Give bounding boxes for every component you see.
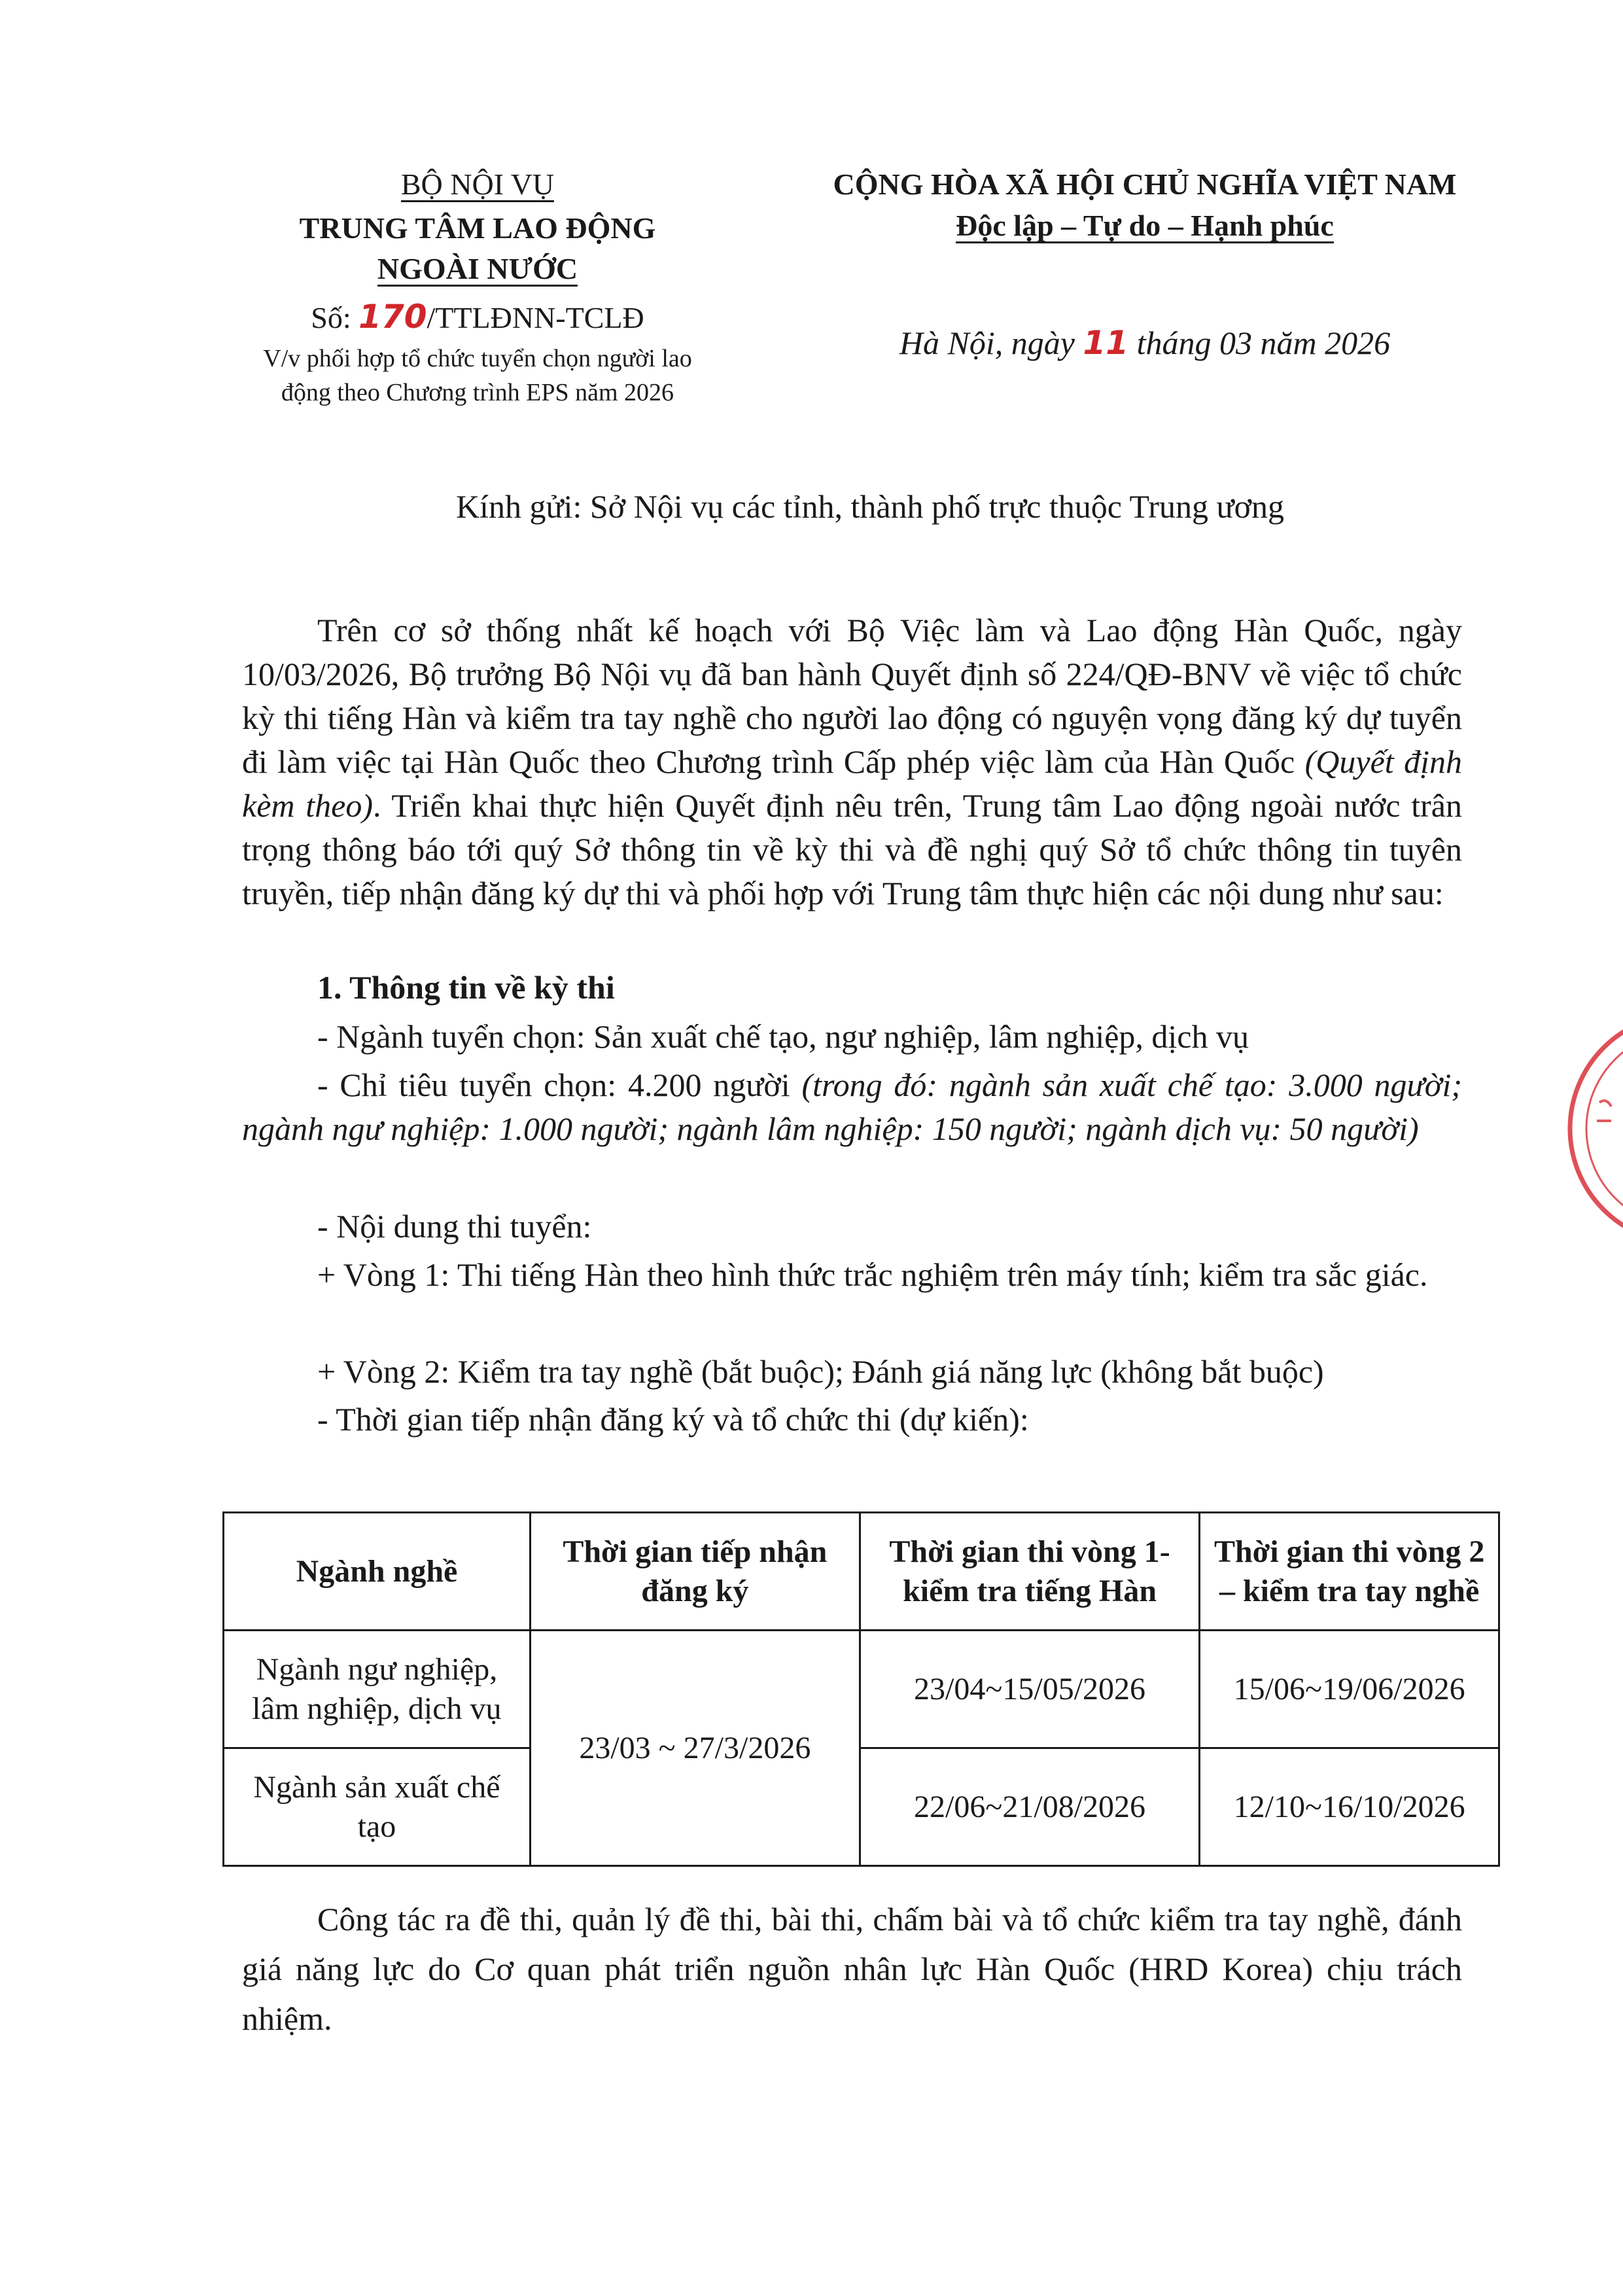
table-cell-round1: 23/04~15/05/2026 — [860, 1631, 1199, 1748]
round1-line: + Vòng 1: Thi tiếng Hàn theo hình thức trắc nghiệm trên máy tính; kiểm tra sắc giác. — [317, 1256, 1428, 1293]
place-and-date: Hà Nội, ngày 11 tháng 03 năm 2026 — [899, 324, 1391, 362]
schedule-label: - Thời gian tiếp nhận đăng ký và tổ chức thi (dự kiến): — [317, 1401, 1029, 1438]
schedule-table — [222, 1511, 1500, 1867]
handwritten-number: 170 — [358, 298, 427, 336]
agency-name: TRUNG TÂM LAO ĐỘNG NGOÀI NƯỚC — [216, 208, 739, 289]
content-label: - Nội dung thi tuyển: — [317, 1208, 592, 1245]
table-cell-round1: 22/06~21/08/2026 — [860, 1748, 1199, 1866]
table-cell-sector: Ngành ngư nghiệp, lâm nghiệp, dịch vụ — [224, 1631, 531, 1748]
document-subject: V/v phối hợp tổ chức tuyển chọn người lao động theo Chương trình EPS năm 2026 — [263, 345, 692, 406]
national-motto: Độc lập – Tự do – Hạnh phúc — [765, 208, 1524, 243]
round2-line: + Vòng 2: Kiểm tra tay nghề (bắt buộc); Đánh giá năng lực (không bắt buộc) — [317, 1353, 1324, 1390]
table-cell-round2: 12/10~16/10/2026 — [1200, 1748, 1499, 1866]
table-cell-round2: 15/06~19/06/2026 — [1200, 1631, 1499, 1748]
recipient-line: Kính gửi: Sở Nội vụ các tỉnh, thành phố trực thuộc Trung ương — [455, 488, 1285, 525]
closing-paragraph: Công tác ra đề thi, quản lý đề thi, bài thi, chấm bài và tổ chức kiểm tra tay nghề, đánh giá năng lực do Cơ quan phát triển nguồn nhân lực Hàn Quốc (HRD Korea) chịu trách nhiệm. — [242, 1901, 1462, 2037]
sectors-line: - Ngành tuyển chọn: Sản xuất chế tạo, ngư nghiệp, lâm nghiệp, dịch vụ — [317, 1018, 1249, 1055]
section-heading: 1. Thông tin về kỳ thi — [317, 969, 615, 1006]
table-row — [224, 1748, 1499, 1866]
ministry-name: BỘ NỘI VỤ — [216, 167, 739, 202]
document-number: Số: 170/TTLĐNN-TCLĐ — [311, 298, 644, 336]
handwritten-day: 11 — [1083, 324, 1129, 362]
table-cell-sector: Ngành sản xuất chế tạo — [224, 1748, 531, 1866]
seal-stamp — [1554, 1004, 1623, 1253]
table-row — [224, 1631, 1499, 1748]
quota-paragraph: - Chỉ tiêu tuyển chọn: 4.200 người (trong đó: ngành sản xuất chế tạo: 3.000 người; ngành ngư nghiệp: 1.000 người; ngành lâm nghiệp: 150 người; ngành dịch vụ: 50 người) — [242, 1067, 1463, 1147]
table-header: Thời gian thi vòng 2 – kiểm tra tay nghề — [1200, 1513, 1499, 1631]
table-header: Thời gian tiếp nhận đăng ký — [530, 1513, 860, 1631]
table-header-row — [224, 1513, 1499, 1631]
table-header: Thời gian thi vòng 1- kiểm tra tiếng Hàn — [860, 1513, 1199, 1631]
table-cell-registration: 23/03 ~ 27/3/2026 — [530, 1631, 860, 1866]
intro-paragraph: Trên cơ sở thống nhất kế hoạch với Bộ Việc làm và Lao động Hàn Quốc, ngày 10/03/2026, Bộ trưởng Bộ Nội vụ đã ban hành Quyết định số 224/QĐ-BNV về việc tổ chức kỳ thi tiếng Hàn và kiểm tra tay nghề cho người lao động có nguyện vọng đăng ký dự tuyển đi làm việc tại Hàn Quốc theo Chương trình Cấp phép việc làm của Hàn Quốc (Quyết định kèm theo). Triển khai thực hiện Quyết định nêu trên, Trung tâm Lao động ngoài nước trân trọng thông báo tới quý Sở thông tin về kỳ thi và đề nghị quý Sở tổ chức thông tin tuyên truyền, tiếp nhận đăng ký dự thi và phối hợp với Trung tâm thực hiện các nội dung như sau: — [242, 612, 1462, 911]
table-header: Ngành nghề — [224, 1513, 531, 1631]
national-title: CỘNG HÒA XÃ HỘI CHỦ NGHĨA VIỆT NAM — [833, 168, 1457, 201]
